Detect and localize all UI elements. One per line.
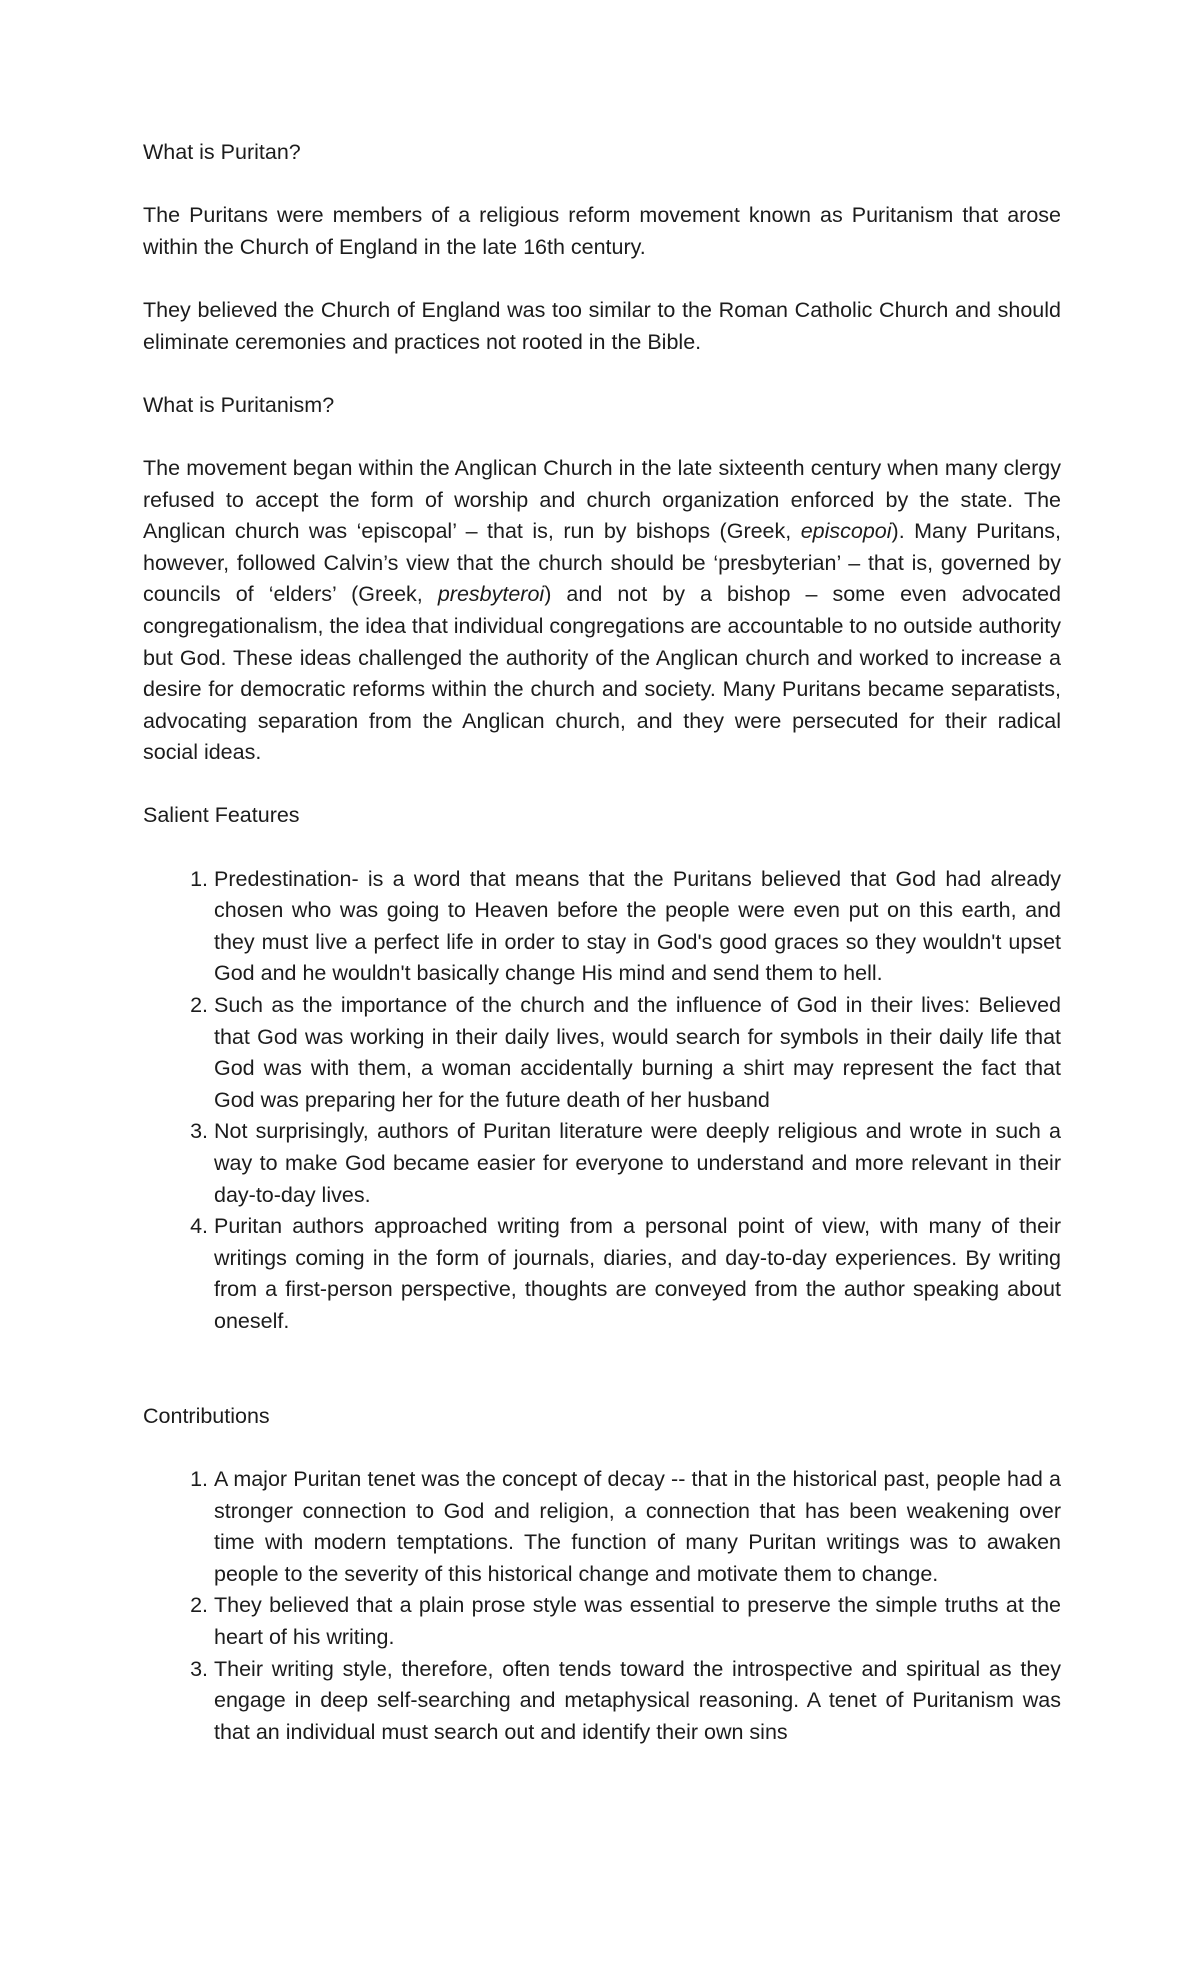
list-item: 4. Puritan authors approached writing from a personal point of view, with many of their writings coming in the form of journals, diaries, and day-to-day experiences. By writing from a first-person perspective, thoughts are conveyed from the author speaking about oneself.	[214, 1211, 1061, 1337]
heading-contributions: Contributions	[143, 1403, 270, 1428]
heading-what-is-puritanism: What is Puritanism?	[143, 392, 335, 417]
text-segment: ) and not by a bishop – some even advocated congregationalism, the idea that individual congregations are accountable to no outside authority but God. These ideas challenged the authority of the Anglican church and worked to increase a desire for democratic reforms within the church and society. Many Puritans became separatists, advocating separation from the Anglican church, and they were persecuted for their radical social ideas.	[143, 582, 1061, 765]
italic-term-presbyteroi: presbyteroi	[437, 582, 545, 607]
heading-salient-features: Salient Features	[143, 803, 300, 828]
list-item: 1. A major Puritan tenet was the concept of decay -- that in the historical past, people had a stronger connection to God and religion, a connection that has been weakening over time with modern temptations. The function of many Puritan writings was to awaken people to the severity of this historical change and motivate them to change.	[214, 1464, 1061, 1590]
paragraph-church-of-england: They believed the Church of England was too similar to the Roman Catholic Church and should eliminate ceremonies and practices not rooted in the Bible.	[143, 297, 1061, 354]
paragraph-puritans-definition: The Puritans were members of a religious reform movement known as Puritanism that arose within the Church of England in the late 16th century.	[143, 203, 1061, 259]
list-item: 2. They believed that a plain prose style was essential to preserve the simple truths at the heart of his writing.	[214, 1590, 1061, 1653]
italic-term-episcopoi: episcopoi	[800, 519, 892, 544]
salient-features-list	[143, 864, 1061, 1338]
text-segment: The movement began within the Anglican Church in the late sixteenth century when many clergy refused to accept the form of worship and church organization enforced by the state. The Anglican church was ‘episcopal’ – that is, run by bishops (Greek,	[143, 455, 1061, 544]
list-item: 3. Their writing style, therefore, often tends toward the introspective and spiritual as they engage in deep self-searching and metaphysical reasoning. A tenet of Puritanism was that an individual must search out and identify their own sins	[214, 1654, 1061, 1749]
text-segment: ). Many Puritans, however, followed Calvin’s view that the church should be ‘presbyterian’ – that is, governed by councils of ‘elders’ (Greek,	[143, 519, 1062, 607]
paragraph-movement-history	[143, 453, 1061, 769]
list-item: 2. Such as the importance of the church and the influence of God in their lives: Believed that God was working in their daily lives, would search for symbols in their daily life that God was with them, a woman accidentally burning a shirt may represent the fact that God was preparing her for the future death of her husband	[214, 990, 1061, 1116]
heading-what-is-puritan: What is Puritan?	[143, 140, 301, 164]
spacer	[143, 1369, 1061, 1401]
list-item: 3. Not surprisingly, authors of Puritan literature were deeply religious and wrote in such a way to make God became easier for everyone to understand and more relevant in their day-to-day lives.	[214, 1116, 1061, 1211]
document-page	[143, 137, 1061, 1780]
contributions-list	[143, 1464, 1061, 1748]
list-item: 1. Predestination- is a word that means that the Puritans believed that God had already chosen who was going to Heaven before the people were even put on this earth, and they must live a perfect life in order to stay in God's good graces so they wouldn't upset God and he wouldn't basically change His mind and send them to hell.	[214, 864, 1061, 990]
